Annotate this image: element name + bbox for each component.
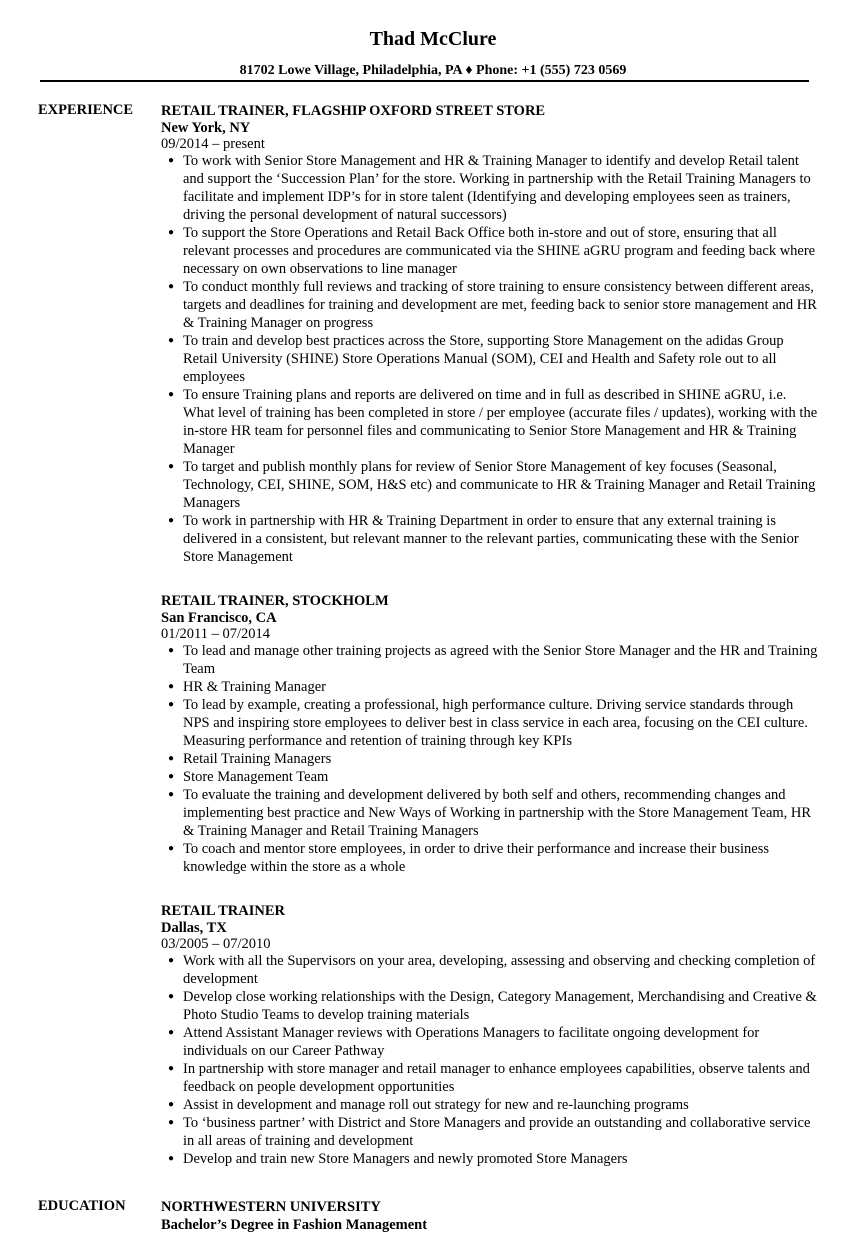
job-title: RETAIL TRAINER, STOCKHOLM: [161, 593, 389, 609]
bullet-item: ● Attend Assistant Manager reviews with Operations Managers to facilitate ongoing development for individuals on our Career Pathway: [168, 1025, 760, 1059]
bullet-item: ● Assist in development and manage roll out strategy for new and re-launching programs: [168, 1097, 689, 1113]
bullet-item: ● In partnership with store manager and retail manager to enhance employees capabilities, observe talents and feedback on people development opportunities: [168, 1061, 810, 1095]
bullet-icon: ●: [168, 645, 175, 656]
job-location: New York, NY: [161, 120, 251, 136]
job-entry: [161, 102, 821, 566]
bullet-item: ● Store Management Team: [168, 769, 329, 785]
header-divider: [40, 80, 809, 82]
bullet-icon: ●: [168, 461, 175, 472]
bullet-icon: ●: [168, 227, 175, 238]
job-bullets: [161, 642, 821, 876]
job-title: RETAIL TRAINER: [161, 903, 285, 919]
bullet-icon: ●: [168, 281, 175, 292]
bullet-icon: ●: [168, 1099, 175, 1110]
bullet-item: ● Develop and train new Store Managers and newly promoted Store Managers: [168, 1151, 628, 1167]
bullet-item: ● To support the Store Operations and Retail Back Office both in-store and out of store, ensuring that all relevant processes and procedures are communicated via the SHINE aGRU program and feeding back where necessary on own observations to line manager: [168, 225, 816, 277]
bullet-item: ● To conduct monthly full reviews and tracking of store training to ensure consistency between different areas, targets and deadlines for training and development are met, feeding back to senior store management and HR & Training Manager on progress: [168, 279, 817, 331]
bullet-item: ● Retail Training Managers: [168, 751, 332, 767]
bullet-item: ● To work in partnership with HR & Training Department in order to ensure that any external training is delivered in a consistent, but relevant manner to the relevant parties, communicating these with the Senior Store Management: [168, 513, 799, 565]
bullet-icon: ●: [168, 1027, 175, 1038]
bullet-icon: ●: [168, 991, 175, 1002]
bullet-icon: ●: [168, 155, 175, 166]
job-bullets: [161, 952, 821, 1168]
education-entry: [161, 1198, 821, 1234]
bullet-item: ● HR & Training Manager: [168, 679, 326, 695]
bullet-item: ● To ensure Training plans and reports are delivered on time and in full as described in SHINE aGRU, i.e. What level of training has been completed in store / per employee (accurate files / updates), working with the in-store HR team for personnel files and communicating to Senior Store Management and HR & Training Manager: [168, 387, 818, 457]
bullet-item: ● To work with Senior Store Management and HR & Training Manager to identify and develop Retail talent and support the ‘Succession Plan’ for the store. Working in partnership with the Retail Training Managers to facilitate and implement IDP’s for in store talent (Identifying and developing employees seen as trainers, driving the personal development of natural successors): [168, 153, 811, 223]
bullet-icon: ●: [168, 843, 175, 854]
bullet-icon: ●: [168, 1153, 175, 1164]
bullet-icon: ●: [168, 681, 175, 692]
bullet-icon: ●: [168, 1117, 175, 1128]
job-entry: [161, 902, 821, 1168]
job-bullets: [161, 152, 821, 566]
job-dates: 03/2005 – 07/2010: [161, 936, 271, 952]
experience-section-label: EXPERIENCE: [38, 102, 134, 118]
bullet-item: ● To lead by example, creating a professional, high performance culture. Driving service standards through NPS and inspiring store employees to deliver best in class service in each area, focusing on the CEI culture. Measuring performance and retention of training through key KPIs: [168, 697, 808, 749]
bullet-item: ● To train and develop best practices across the Store, supporting Store Management on the adidas Group Retail University (SHINE) Store Operations Manual (SOM), CEI and Health and Safety role out to all employees: [168, 333, 784, 385]
bullet-item: ● Develop close working relationships with the Design, Category Management, Merchandising and Creative & Photo Studio Teams to develop training materials: [168, 989, 817, 1023]
bullet-icon: ●: [168, 1063, 175, 1074]
education-section-label: EDUCATION: [38, 1198, 126, 1214]
bullet-item: ● To coach and mentor store employees, in order to drive their performance and increase their business knowledge within the store as a whole: [168, 841, 770, 875]
bullet-icon: ●: [168, 789, 175, 800]
contact-line: 81702 Lowe Village, Philadelphia, PA ♦ Phone: +1 (555) 723 0569: [239, 63, 627, 78]
bullet-item: ● Work with all the Supervisors on your area, developing, assessing and observing and checking completion of development: [168, 953, 816, 987]
bullet-icon: ●: [168, 699, 175, 710]
job-dates: 01/2011 – 07/2014: [161, 626, 271, 642]
job-entry: [161, 592, 821, 876]
bullet-icon: ●: [168, 753, 175, 764]
bullet-item: ● To ‘business partner’ with District and Store Managers and provide an outstanding and collaborative service in all areas of training and development: [168, 1115, 811, 1149]
bullet-icon: ●: [168, 771, 175, 782]
job-dates: 09/2014 – present: [161, 136, 265, 152]
degree-name: Bachelor’s Degree in Fashion Management: [161, 1217, 428, 1233]
bullet-icon: ●: [168, 955, 175, 966]
job-location: Dallas, TX: [161, 920, 227, 936]
candidate-name: Thad McClure: [369, 28, 497, 50]
bullet-icon: ●: [168, 335, 175, 346]
job-location: San Francisco, CA: [161, 610, 277, 626]
school-name: NORTHWESTERN UNIVERSITY: [161, 1199, 381, 1215]
bullet-icon: ●: [168, 389, 175, 400]
bullet-item: ● To evaluate the training and development delivered by both self and others, recommending changes and implementing best practice and New Ways of Working in partnership with the Store Management Team, HR & Training Manager and Retail Training Managers: [168, 787, 812, 839]
bullet-icon: ●: [168, 515, 175, 526]
job-title: RETAIL TRAINER, FLAGSHIP OXFORD STREET STORE: [161, 103, 546, 119]
bullet-item: ● To target and publish monthly plans for review of Senior Store Management of key focuses (Seasonal, Technology, CEI, SHINE, SOM, H&S etc) and communicate to HR & Training Manager and Retail Training Managers: [168, 459, 816, 511]
bullet-item: ● To lead and manage other training projects as agreed with the Senior Store Manager and the HR and Training Team: [168, 643, 818, 677]
